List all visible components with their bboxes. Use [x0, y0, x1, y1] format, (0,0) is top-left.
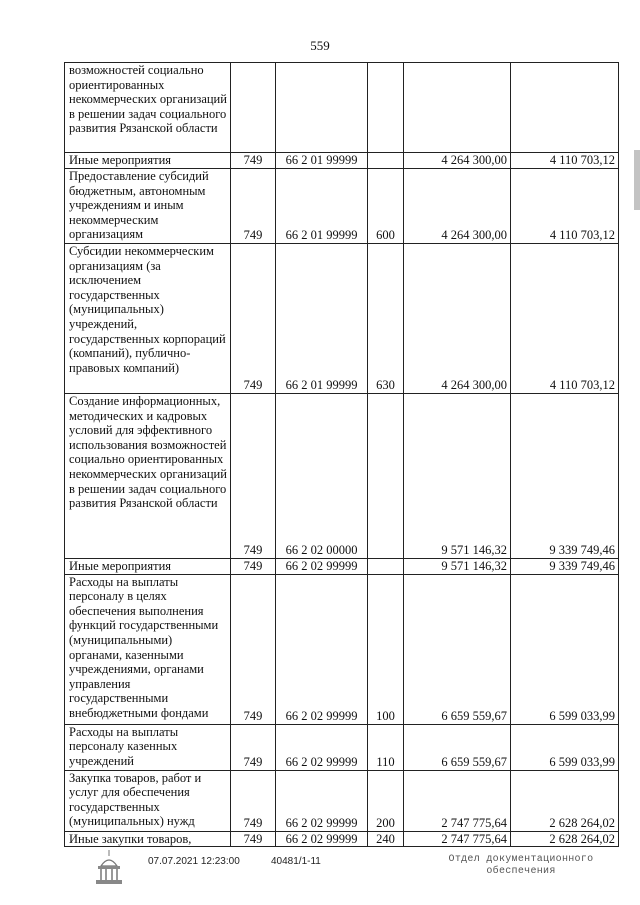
row-sum1: 6 659 559,67 [404, 724, 511, 770]
row-sum2: 4 110 703,12 [511, 169, 619, 244]
row-name: Закупка товаров, работ и услуг для обеспечения государственных (муниципальных) нужд [65, 770, 231, 831]
row-csr: 66 2 02 99999 [276, 559, 368, 575]
row-ved: 749 [231, 574, 276, 724]
row-vr: 240 [368, 831, 404, 847]
row-name: Субсидии некоммерческим организациям (за исключением государственных (муниципальных) учреждений, государственных корпораций (компаний), публично-правовых компаний) [65, 244, 231, 394]
row-vr: 600 [368, 169, 404, 244]
budget-table [64, 62, 619, 847]
row-name: Иные мероприятия [65, 153, 231, 169]
row-vr [368, 63, 404, 153]
row-ved: 749 [231, 244, 276, 394]
row-name: Создание информационных, методических и кадровых условий для эффективного использования возможностей социально ориентированных некоммерческих организаций в решении задач социального развития Рязанской области [65, 394, 231, 559]
row-csr: 66 2 02 99999 [276, 574, 368, 724]
row-ved: 749 [231, 169, 276, 244]
table-row [65, 724, 619, 770]
row-csr: 66 2 01 99999 [276, 169, 368, 244]
duma-seal-icon [92, 848, 126, 888]
row-sum1: 2 747 775,64 [404, 831, 511, 847]
department-line-2: обеспечения [486, 866, 556, 877]
table-row [65, 770, 619, 831]
table-row [65, 63, 619, 153]
row-csr: 66 2 01 99999 [276, 244, 368, 394]
table-row [65, 244, 619, 394]
table-row [65, 153, 619, 169]
row-ved [231, 63, 276, 153]
row-csr: 66 2 02 00000 [276, 394, 368, 559]
row-vr [368, 559, 404, 575]
row-ved: 749 [231, 394, 276, 559]
page-number: 559 [310, 38, 330, 53]
row-csr: 66 2 01 99999 [276, 153, 368, 169]
row-sum2: 2 628 264,02 [511, 770, 619, 831]
row-csr [276, 63, 368, 153]
row-sum2: 6 599 033,99 [511, 724, 619, 770]
row-vr: 630 [368, 244, 404, 394]
row-vr [368, 153, 404, 169]
row-ved: 749 [231, 831, 276, 847]
row-sum1: 4 264 300,00 [404, 169, 511, 244]
row-vr: 200 [368, 770, 404, 831]
row-csr: 66 2 02 99999 [276, 831, 368, 847]
stamp-date: 07.07.2021 12:23:00 [148, 856, 240, 867]
row-sum1: 6 659 559,67 [404, 574, 511, 724]
row-sum1: 9 571 146,32 [404, 394, 511, 559]
table-row [65, 831, 619, 847]
row-sum1: 4 264 300,00 [404, 244, 511, 394]
row-name: возможностей социально ориентированных некоммерческих организаций в решении задач социального развития Рязанской области [65, 63, 231, 153]
table-row [65, 169, 619, 244]
scan-edge-mark [634, 150, 640, 210]
row-sum2: 9 339 749,46 [511, 559, 619, 575]
row-csr: 66 2 02 99999 [276, 724, 368, 770]
row-vr [368, 394, 404, 559]
row-name: Расходы на выплаты персоналу казенных учреждений [65, 724, 231, 770]
row-vr: 100 [368, 574, 404, 724]
table-row [65, 394, 619, 559]
row-sum2: 2 628 264,02 [511, 831, 619, 847]
row-sum1: 2 747 775,64 [404, 770, 511, 831]
row-ved: 749 [231, 559, 276, 575]
row-csr: 66 2 02 99999 [276, 770, 368, 831]
department-line-1: Отдел документационного [448, 854, 594, 865]
department-stamp [436, 854, 606, 878]
row-name: Иные закупки товаров, [65, 831, 231, 847]
row-name: Иные мероприятия [65, 559, 231, 575]
row-sum2: 4 110 703,12 [511, 244, 619, 394]
row-sum1: 4 264 300,00 [404, 153, 511, 169]
row-sum1: 9 571 146,32 [404, 559, 511, 575]
row-sum2: 4 110 703,12 [511, 153, 619, 169]
footer-stamp [0, 848, 640, 898]
row-sum2 [511, 63, 619, 153]
table-row [65, 559, 619, 575]
row-ved: 749 [231, 153, 276, 169]
row-sum2: 6 599 033,99 [511, 574, 619, 724]
stamp-number: 40481/1-11 [271, 856, 321, 867]
row-vr: 110 [368, 724, 404, 770]
table-row [65, 574, 619, 724]
row-name: Предоставление субсидий бюджетным, автономным учреждениям и иным некоммерческим организациям [65, 169, 231, 244]
row-ved: 749 [231, 724, 276, 770]
row-sum2: 9 339 749,46 [511, 394, 619, 559]
row-sum1 [404, 63, 511, 153]
row-ved: 749 [231, 770, 276, 831]
row-name: Расходы на выплаты персоналу в целях обеспечения выполнения функций государственными (муниципальными) органами, казенными учреждениями, органами управления государственными внебюджетными фондами [65, 574, 231, 724]
